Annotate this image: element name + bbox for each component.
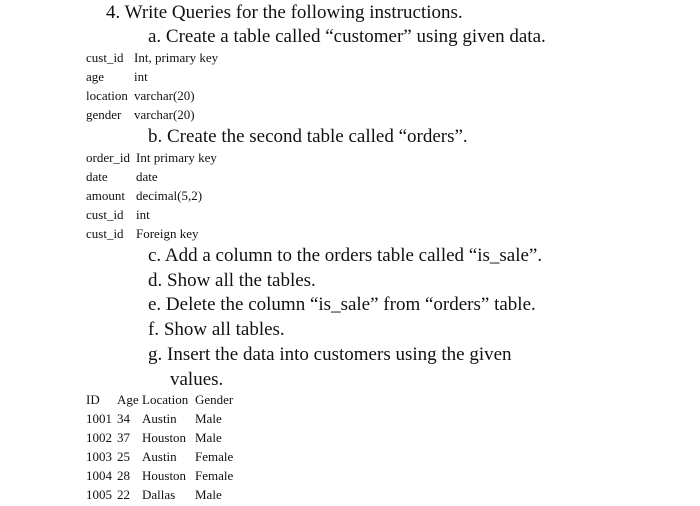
schema-field: cust_id xyxy=(86,226,124,241)
header-id: ID xyxy=(86,392,100,407)
schema-type: Int primary key xyxy=(136,150,217,165)
schema-field: age xyxy=(86,69,105,84)
step-c: c. Add a column to the orders table called “is_sale”. xyxy=(148,245,543,266)
cell-id: 1001 xyxy=(86,411,112,426)
cell-age: 37 xyxy=(117,430,130,445)
cell-gender: Male xyxy=(195,411,222,426)
step-a: a. Create a table called “customer” using given data. xyxy=(148,26,546,47)
step-d: d. Show all the tables. xyxy=(148,270,316,291)
schema-field: amount xyxy=(86,188,125,203)
step-g: g. Insert the data into customers using the given xyxy=(148,344,512,365)
step-g-continued: values. xyxy=(170,369,224,390)
schema-field: cust_id xyxy=(86,50,124,65)
cell-location: Dallas xyxy=(142,487,176,502)
cell-age: 34 xyxy=(117,411,130,426)
header-age: Age xyxy=(117,392,139,407)
cell-location: Austin xyxy=(142,449,177,464)
schema-type: date xyxy=(136,169,158,184)
step-f: f. Show all tables. xyxy=(148,319,285,340)
cell-location: Houston xyxy=(142,430,187,445)
cell-age: 22 xyxy=(117,487,130,502)
schema-type: varchar(20) xyxy=(134,88,195,103)
cell-gender: Male xyxy=(195,487,222,502)
schema-field: location xyxy=(86,88,128,103)
step-e: e. Delete the column “is_sale” from “orders” table. xyxy=(148,294,536,315)
schema-type: Foreign key xyxy=(136,226,199,241)
schema-type: varchar(20) xyxy=(134,107,195,122)
schema-field: date xyxy=(86,169,108,184)
cell-gender: Female xyxy=(195,468,234,483)
step-b: b. Create the second table called “orders”. xyxy=(148,126,468,147)
header-gender: Gender xyxy=(195,392,234,407)
schema-field: order_id xyxy=(86,150,131,165)
cell-id: 1005 xyxy=(86,487,112,502)
header-location: Location xyxy=(142,392,189,407)
cell-age: 28 xyxy=(117,468,130,483)
cell-id: 1004 xyxy=(86,468,112,483)
schema-field: cust_id xyxy=(86,207,124,222)
schema-type: decimal(5,2) xyxy=(136,188,203,203)
schema-type: Int, primary key xyxy=(134,50,219,65)
cell-gender: Male xyxy=(195,430,222,445)
cell-location: Austin xyxy=(142,411,177,426)
cell-gender: Female xyxy=(195,449,234,464)
cell-location: Houston xyxy=(142,468,187,483)
schema-type: int xyxy=(136,207,150,222)
cell-id: 1003 xyxy=(86,449,112,464)
schema-field: gender xyxy=(86,107,122,122)
cell-age: 25 xyxy=(117,449,130,464)
schema-type: int xyxy=(134,69,148,84)
cell-id: 1002 xyxy=(86,430,112,445)
question-title: 4. Write Queries for the following instructions. xyxy=(106,2,463,23)
